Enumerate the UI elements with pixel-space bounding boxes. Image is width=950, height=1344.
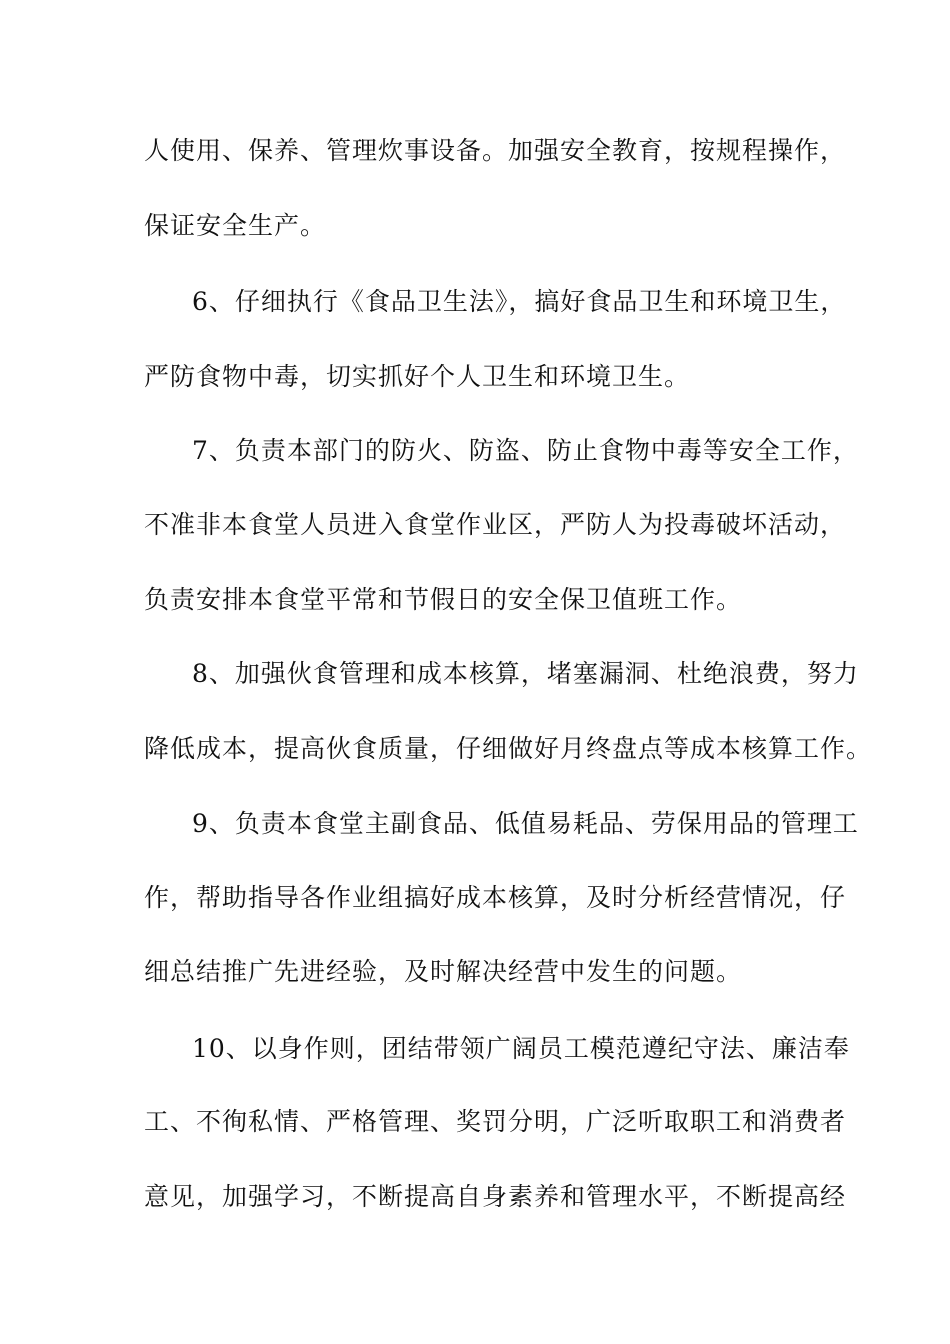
text-line: 人使用、保养、管理炊事设备。加强安全教育，按规程操作， xyxy=(144,136,847,165)
paragraph-7-start: 7、负责本部门的防火、防盗、防止食物中毒等安全工作， xyxy=(192,436,859,465)
paragraph-10-start: 10、以身作则，团结带领广阔员工模范遵纪守法、廉洁奉 xyxy=(192,1034,850,1063)
text-line: 意见，加强学习，不断提高自身素养和管理水平，不断提高经 xyxy=(144,1182,847,1211)
paragraph-8-start: 8、加强伙食管理和成本核算，堵塞漏洞、杜绝浪费，努力 xyxy=(192,659,859,688)
text-line: 降低成本，提高伙食质量，仔细做好月终盘点等成本核算工作。 xyxy=(144,734,873,763)
text-line: 不准非本食堂人员进入食堂作业区，严防人为投毒破坏活动， xyxy=(144,510,847,539)
text-line: 保证安全生产。 xyxy=(144,211,327,240)
text-line: 严防食物中毒，切实抓好个人卫生和环境卫生。 xyxy=(144,362,691,391)
paragraph-6-start: 6、仔细执行《食品卫生法》，搞好食品卫生和环境卫生， xyxy=(192,287,847,316)
text-line: 细总结推广先进经验，及时解决经营中发生的问题。 xyxy=(144,957,743,986)
text-line: 作，帮助指导各作业组搞好成本核算，及时分析经营情况，仔 xyxy=(144,883,847,912)
paragraph-9-start: 9、负责本食堂主副食品、低值易耗品、劳保用品的管理工 xyxy=(192,809,859,838)
text-line: 工、不徇私情、严格管理、奖罚分明，广泛听取职工和消费者 xyxy=(144,1107,847,1136)
text-line: 负责安排本食堂平常和节假日的安全保卫值班工作。 xyxy=(144,585,743,614)
